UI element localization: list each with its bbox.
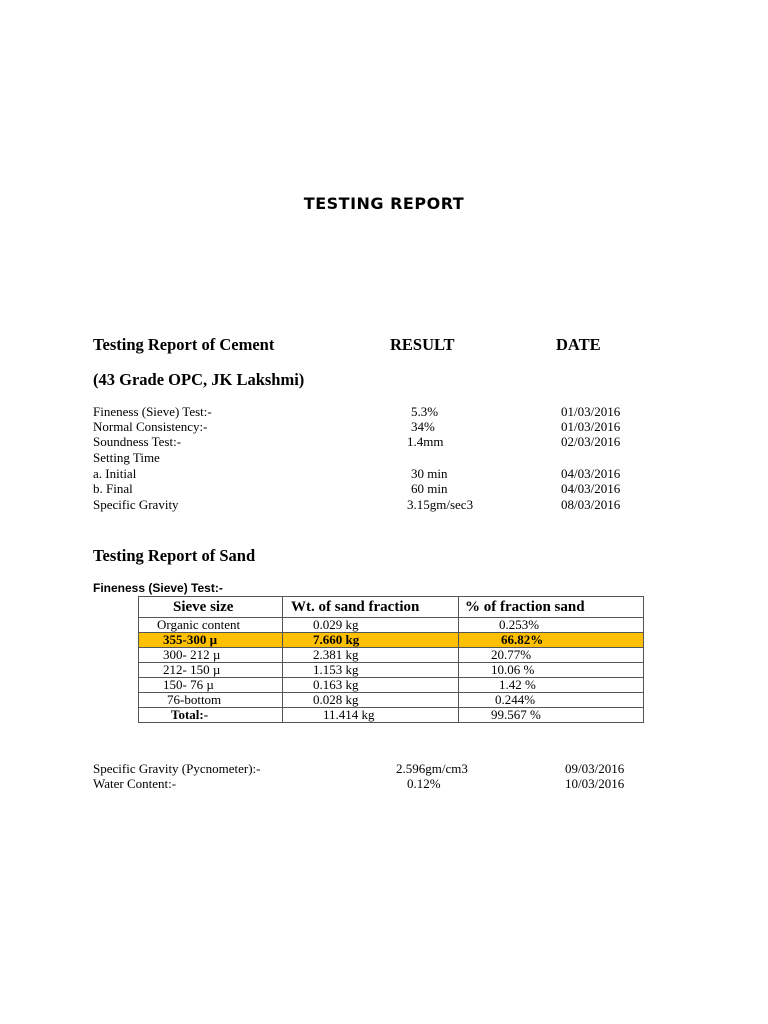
table-row (139, 618, 644, 633)
table-row (139, 648, 644, 663)
cement-row-result: 60 min (411, 481, 448, 496)
sand-row-label: Specific Gravity (Pycnometer):- (93, 761, 261, 776)
sand-row-result: 2.596gm/cm3 (396, 761, 468, 776)
cell-percent: 99.567 % (459, 708, 644, 723)
cell-sieve-size: 76-bottom (139, 693, 283, 708)
cell-sieve-size: 212- 150 µ (139, 663, 283, 678)
cell-sieve-size: 150- 76 µ (139, 678, 283, 693)
cell-percent: 0.253% (459, 618, 644, 633)
cement-row-date: 04/03/2016 (561, 481, 621, 496)
cement-row-label: b. Final (93, 481, 133, 496)
result-column-label: RESULT (390, 335, 455, 354)
cement-row-result: 5.3% (411, 404, 439, 419)
cell-percent: 1.42 % (459, 678, 644, 693)
cement-row-date: 01/03/2016 (561, 404, 621, 419)
page-title: TESTING REPORT (303, 194, 465, 213)
table-row-highlighted (139, 633, 644, 648)
cement-row-date: 02/03/2016 (561, 434, 621, 449)
cement-row-label: a. Initial (93, 466, 137, 481)
table-row (139, 663, 644, 678)
cement-row-result: 30 min (411, 466, 448, 481)
table-row (139, 693, 644, 708)
cell-sieve-size: 355-300 µ (139, 633, 283, 648)
cement-row-label: Setting Time (93, 450, 160, 465)
sand-row-result: 0.12% (407, 776, 441, 791)
cell-weight: 2.381 kg (283, 648, 459, 663)
header-sieve-size: Sieve size (139, 597, 283, 618)
cell-weight: 1.153 kg (283, 663, 459, 678)
cell-weight: 0.028 kg (283, 693, 459, 708)
table-row-total (139, 708, 644, 723)
cell-sieve-size: 300- 212 µ (139, 648, 283, 663)
cell-weight: 7.660 kg (283, 633, 459, 648)
cement-row-date: 01/03/2016 (561, 419, 621, 434)
cement-row-label: Soundness Test:- (93, 434, 182, 449)
cell-weight: 0.029 kg (283, 618, 459, 633)
cell-percent: 20.77% (459, 648, 644, 663)
cell-sieve-size: Total:- (139, 708, 283, 723)
cement-row-label: Specific Gravity (93, 497, 179, 512)
date-column-label: DATE (556, 335, 601, 354)
sieve-table (138, 596, 644, 723)
sand-heading: Testing Report of Sand (93, 546, 256, 565)
cell-sieve-size: Organic content (139, 618, 283, 633)
cement-row-result: 1.4mm (407, 434, 444, 449)
sand-fineness-label: Fineness (Sieve) Test:- (93, 581, 223, 595)
cell-percent: 10.06 % (459, 663, 644, 678)
header-percent: % of fraction sand (459, 597, 644, 618)
cell-percent: 66.82% (459, 633, 644, 648)
table-row (139, 678, 644, 693)
cell-weight: 0.163 kg (283, 678, 459, 693)
cement-row-date: 08/03/2016 (561, 497, 621, 512)
cement-row-label: Normal Consistency:- (93, 419, 208, 434)
table-header-row (139, 597, 644, 618)
header-weight: Wt. of sand fraction (283, 597, 459, 618)
sand-row-label: Water Content:- (93, 776, 177, 791)
cement-row-label: Fineness (Sieve) Test:- (93, 404, 212, 419)
cement-heading: Testing Report of Cement (93, 335, 275, 354)
cement-row-result: 3.15gm/sec3 (407, 497, 474, 512)
sand-row-date: 10/03/2016 (565, 776, 625, 791)
cell-percent: 0.244% (459, 693, 644, 708)
cement-subheading: (43 Grade OPC, JK Lakshmi) (93, 370, 305, 389)
cement-row-date: 04/03/2016 (561, 466, 621, 481)
cell-weight: 11.414 kg (283, 708, 459, 723)
cement-row-result: 34% (411, 419, 435, 434)
sand-row-date: 09/03/2016 (565, 761, 625, 776)
